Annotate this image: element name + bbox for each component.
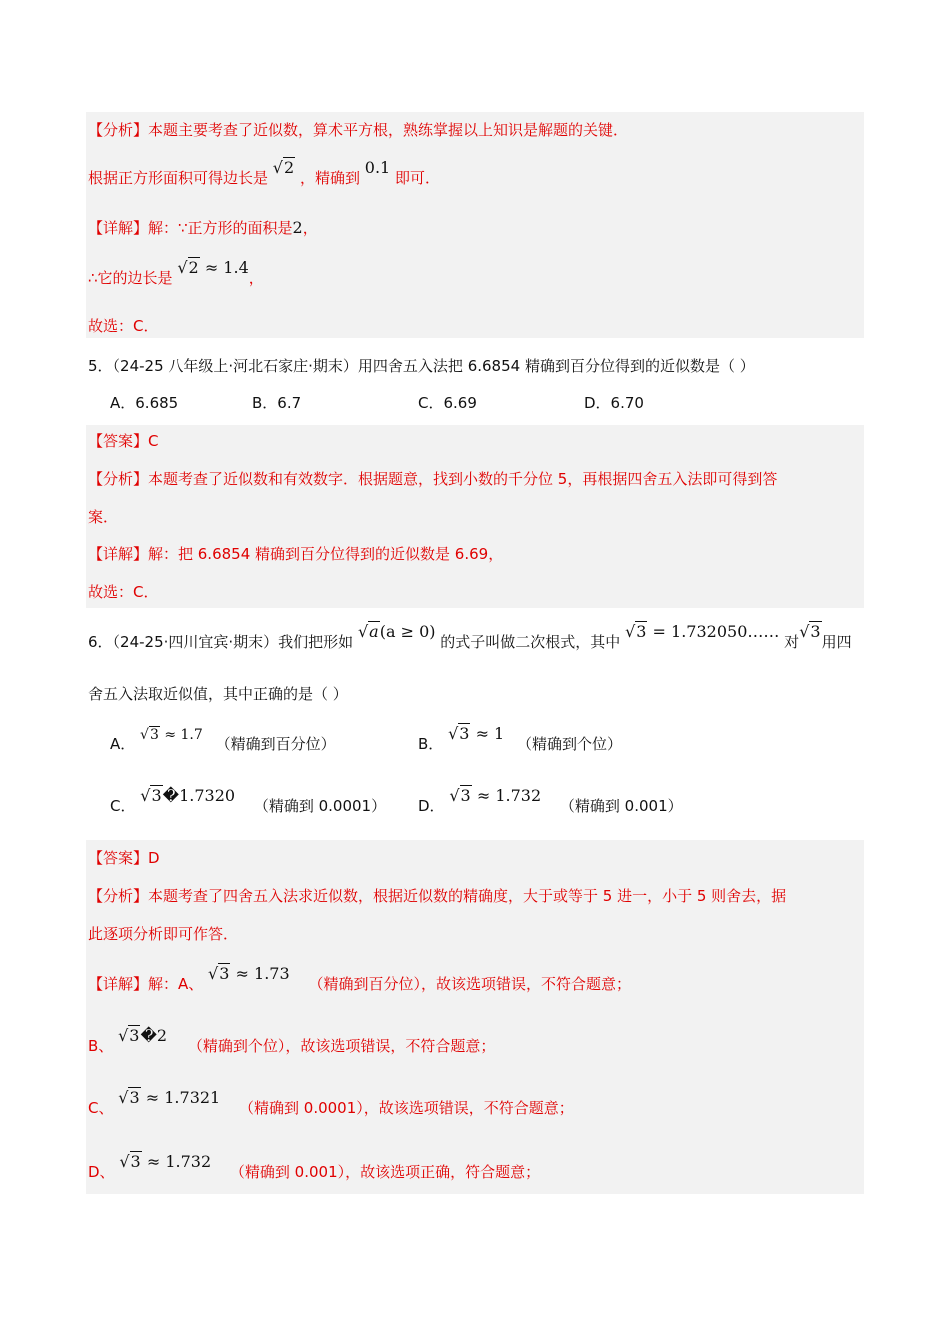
text: 的式子叫做二次根式，其中 — [440, 633, 621, 651]
sqrt-expression: √2 ≈ 1.4 — [177, 258, 249, 277]
radicand: 3 — [130, 1152, 141, 1171]
detail-q4 — [88, 218, 318, 238]
label: B． — [418, 735, 444, 753]
question-5-stem: 5．（24-25 八年级上·河北石家庄·期末）用四舍五入法把 6.6854 精确到百分位得到的近似数是（ ） — [88, 357, 755, 375]
detail-q6-b — [88, 1026, 496, 1056]
math: √3 ≈ 1.732 — [119, 1152, 212, 1171]
side-length-line — [88, 158, 441, 188]
math: √3�1.7320 — [140, 786, 236, 805]
approx: �1.7320 — [162, 786, 236, 805]
analysis-q5-line2: 案． — [88, 508, 119, 526]
question-6-stem-line2: 舍五入法取近似值，其中正确的是（ ） — [88, 685, 348, 703]
label: C． — [110, 797, 136, 815]
detail-q5: 【详解】解：把 6.6854 精确到百分位得到的近似数是 6.69， — [88, 545, 504, 563]
text: 对 — [784, 633, 800, 651]
value: = 1.732050…… — [652, 622, 780, 641]
note: （精确到个位） — [517, 735, 623, 753]
note: （精确到百分位），故该选项错误，不符合题意； — [308, 975, 631, 993]
text: ，精确到 — [299, 169, 360, 187]
note: （精确到 0.0001） — [253, 797, 387, 815]
q5-option-b: B．6.7 — [252, 394, 302, 412]
analysis-q5-line1: 【分析】本题考查了近似数和有效数字．根据题意，找到小数的千分位 5，再根据四舍五入法即可得到答 — [88, 470, 778, 488]
choose-q4: 故选：C． — [88, 317, 159, 335]
radicand: 3 — [129, 1026, 140, 1045]
sqrt3-value: √3 = 1.732050…… — [625, 622, 780, 641]
radicand: 3 — [810, 622, 821, 641]
radicand: 3 — [129, 1088, 140, 1107]
approx: ≈ 1.73 — [235, 964, 290, 983]
sqrt3: √3 — [799, 622, 821, 641]
label: D． — [418, 797, 445, 815]
radicand: 3 — [459, 724, 470, 743]
note: （精确到 0.001），故该选项正确，符合题意； — [229, 1163, 541, 1181]
radicand: a — [369, 622, 379, 641]
radicand: 3 — [460, 786, 471, 805]
analysis-q6-line1: 【分析】本题考查了四舍五入法求近似数，根据近似数的精确度，大于或等于 5 进一，小于 5 则舍去，据 — [88, 887, 787, 905]
note: （精确到百分位） — [215, 735, 336, 753]
side-result-line — [88, 258, 264, 288]
q6-option-b — [418, 724, 623, 754]
detail-q6-c — [88, 1088, 574, 1118]
precision-value: 0.1 — [364, 158, 391, 177]
q6-option-c — [110, 786, 387, 816]
text: 用四 — [821, 633, 852, 651]
approx: ≈ 1.7 — [164, 727, 203, 743]
text: 根据正方形面积可得边长是 — [88, 169, 269, 187]
math: √3 ≈ 1.73 — [208, 964, 290, 983]
note: （精确到 0.001） — [559, 797, 683, 815]
label: D、 — [88, 1163, 115, 1181]
sqrt-a-expression: √a(a ≥ 0) — [357, 622, 436, 641]
radicand: 3 — [219, 964, 230, 983]
detail-q6-a — [88, 964, 631, 994]
radicand: 2 — [284, 158, 295, 177]
math: √3 ≈ 1.7321 — [118, 1088, 221, 1107]
math: √3�2 — [118, 1026, 168, 1045]
q5-option-d: D．6.70 — [584, 394, 644, 412]
note: （精确到个位），故该选项错误，不符合题意； — [187, 1037, 496, 1055]
answer-q6: 【答案】D — [88, 849, 160, 867]
question-6-stem — [88, 622, 852, 652]
detail-q6-d — [88, 1152, 541, 1182]
condition: (a ≥ 0) — [379, 622, 436, 641]
q5-option-a: A．6.685 — [110, 394, 179, 412]
choose-q5: 故选：C． — [88, 583, 159, 601]
label: C、 — [88, 1099, 114, 1117]
approx: �2 — [140, 1026, 168, 1045]
math: √3 ≈ 1.7 — [140, 727, 203, 743]
approx: ≈ 1 — [475, 724, 505, 743]
text: ∴它的边长是 — [88, 269, 173, 287]
approx: ≈ 1.732 — [476, 786, 542, 805]
radicand: 3 — [151, 786, 162, 805]
text: ， — [248, 269, 264, 287]
q5-option-c: C．6.69 — [418, 394, 477, 412]
approx: ≈ 1.732 — [146, 1152, 212, 1171]
analysis-q6-line2: 此逐项分析即可作答． — [88, 925, 239, 943]
radicand: 3 — [636, 622, 647, 641]
q6-option-a — [110, 727, 336, 755]
approx: ≈ 1.4 — [204, 258, 249, 277]
label: B、 — [88, 1037, 114, 1055]
text: ， — [302, 219, 318, 237]
text: 【详解】解：∵正方形的面积是 — [88, 219, 293, 237]
sqrt-expression: √2 — [272, 158, 295, 177]
math: √3 ≈ 1 — [448, 724, 505, 743]
note: （精确到 0.0001），故该选项错误，不符合题意； — [239, 1099, 574, 1117]
radicand: 3 — [149, 727, 159, 743]
area-value: 2 — [292, 218, 303, 237]
label: 【详解】解：A、 — [88, 975, 204, 993]
radicand: 2 — [188, 258, 199, 277]
approx: ≈ 1.7321 — [145, 1088, 221, 1107]
text: 6．（24-25·四川宜宾·期末）我们把形如 — [88, 633, 354, 651]
answer-block-q5 — [86, 425, 864, 608]
math: √3 ≈ 1.732 — [449, 786, 542, 805]
answer-q5: 【答案】C — [88, 432, 159, 450]
label: A． — [110, 735, 136, 753]
q6-option-d — [418, 786, 683, 816]
text: 即可． — [395, 169, 441, 187]
analysis-q4: 【分析】本题主要考查了近似数，算术平方根，熟练掌握以上知识是解题的关键． — [88, 121, 629, 139]
